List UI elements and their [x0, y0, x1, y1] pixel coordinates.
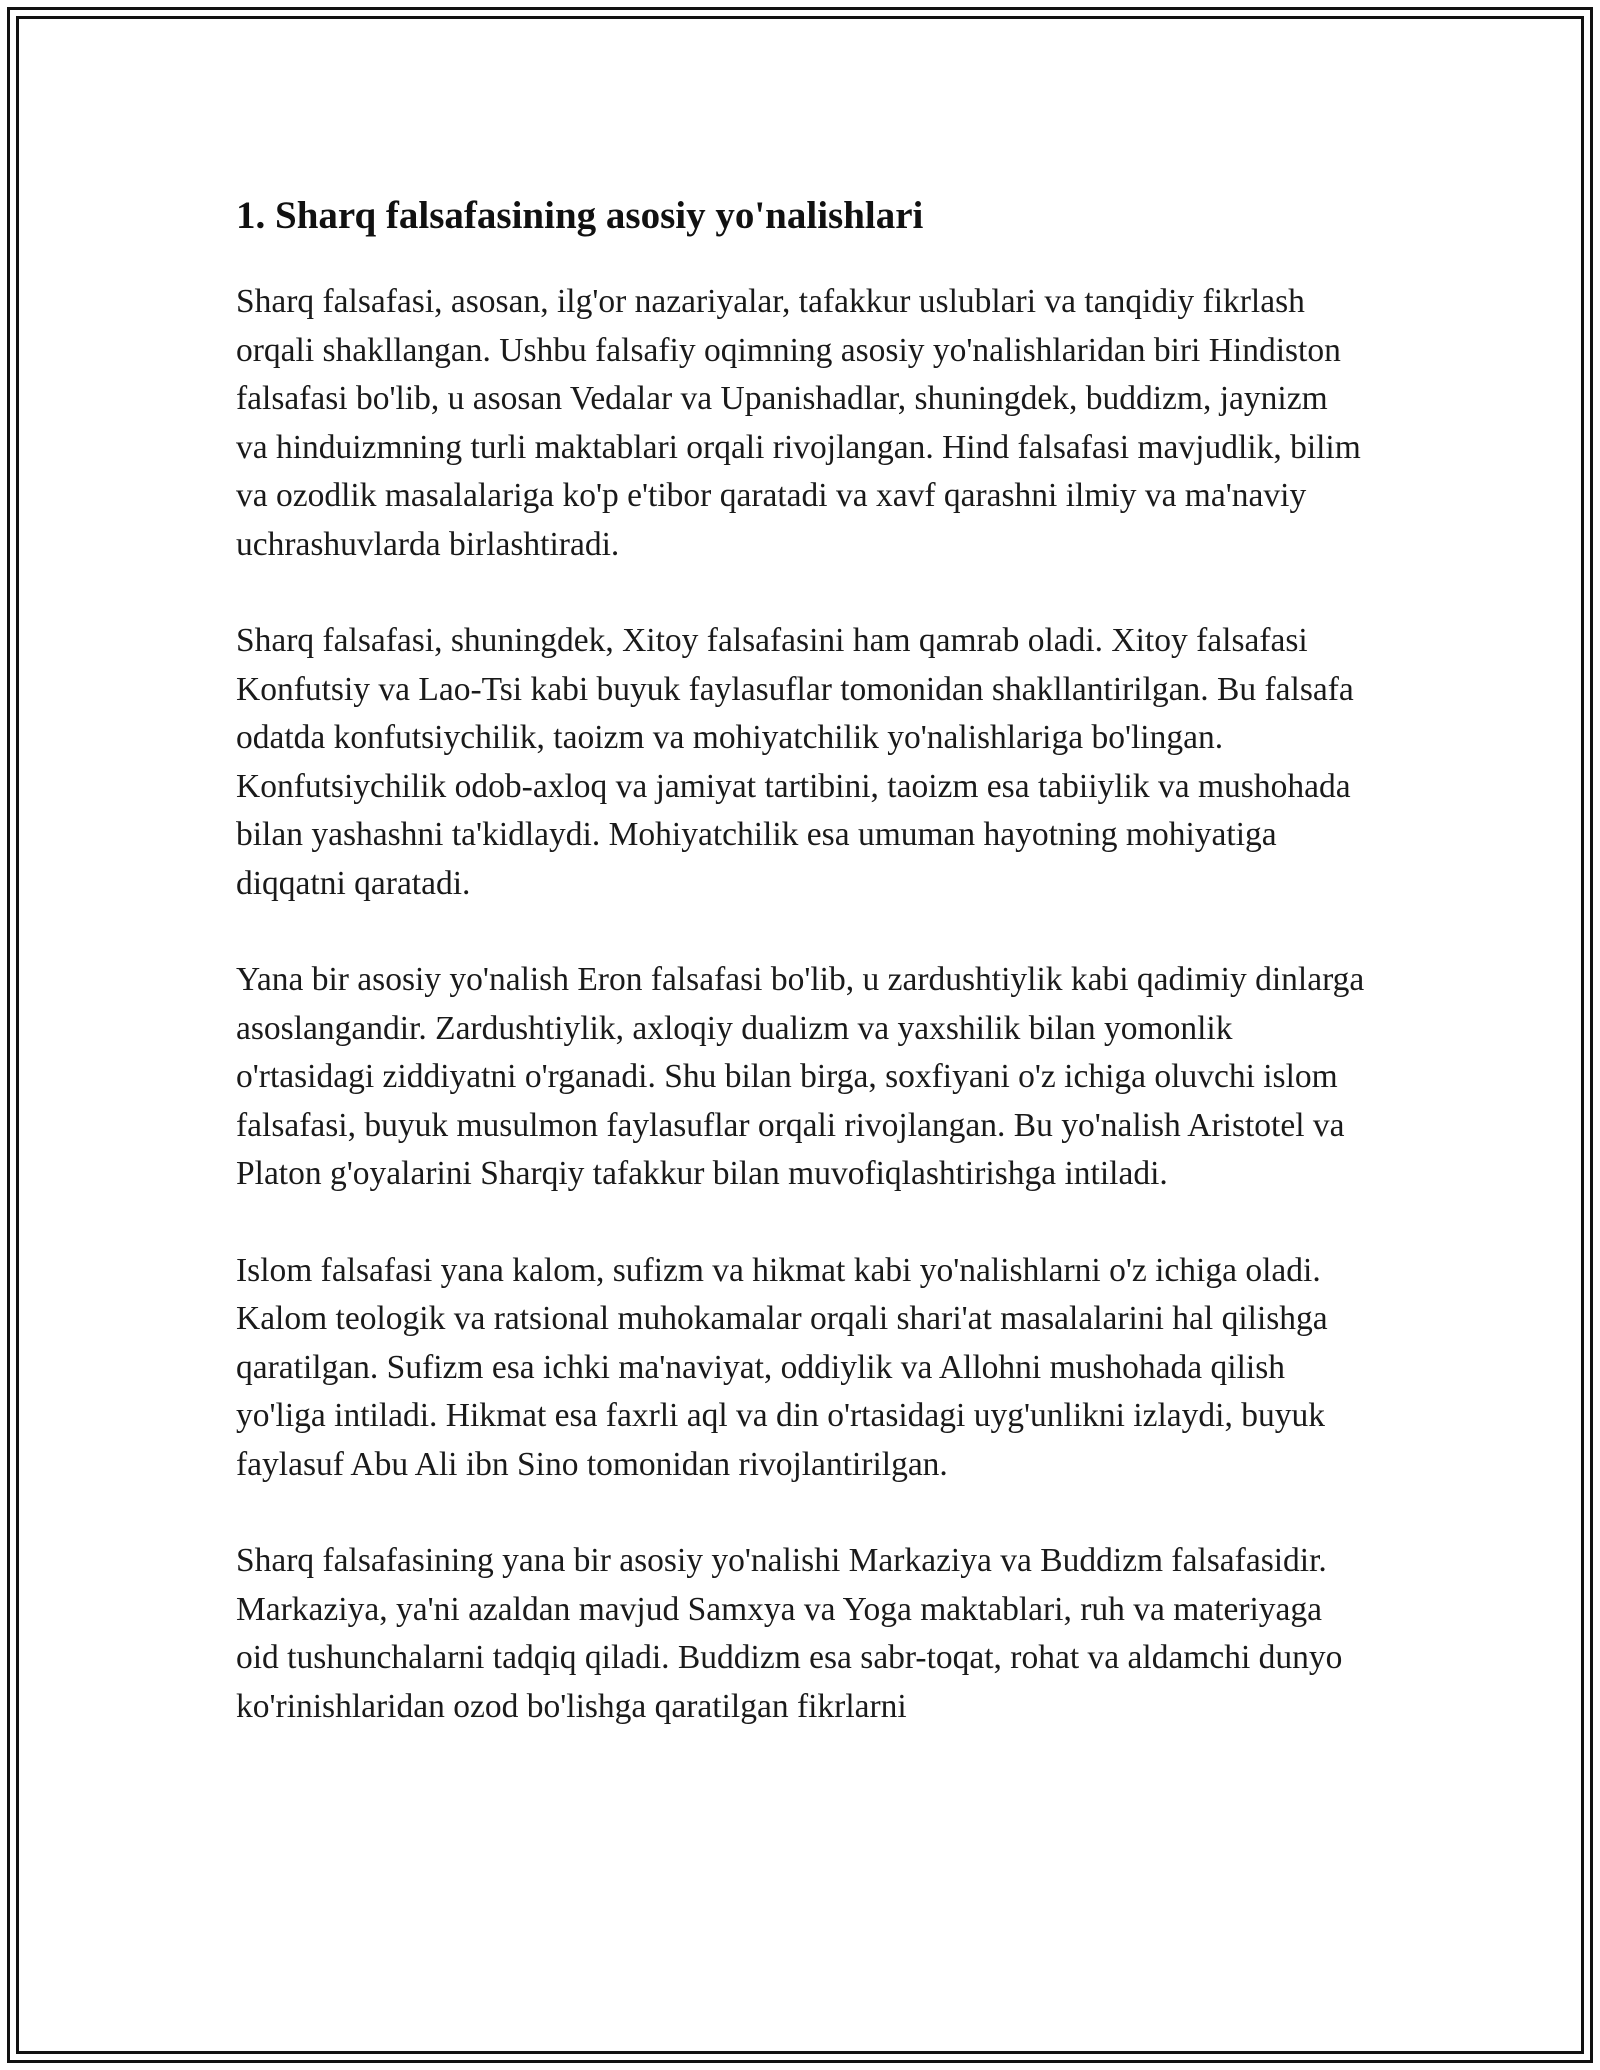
paragraph-islam-philosophy: Islom falsafasi yana kalom, sufizm va hikmat kabi yo'nalishlarni o'z ichiga oladi. Kalom teologik va ratsional muhokamalar orqali shari'at masalalarini hal qilishga qaratilgan. Sufizm esa ichki ma'naviyat, oddiylik va Allohni mushohada qilish yo'liga intiladi. Hikmat esa faxrli aql va din o'rtasidagi uyg'unlikni izlaydi, buyuk faylasuf Abu Ali ibn Sino tomonidan rivojlantirilgan.: [236, 1251, 1328, 1483]
paragraph-buddhism-philosophy: Sharq falsafasining yana bir asosiy yo'nalishi Markaziya va Buddizm falsafasidir. Markaziya, ya'ni azaldan mavjud Samxya va Yoga maktablari, ruh va materiyaga oid tushunchalarni tadqiq qiladi. Buddizm esa sabr-toqat, rohat va aldamchi dunyo ko'rinishlaridan ozod bo'lishga qaratilgan fikrlarni: [236, 1542, 1343, 1725]
section-title: 1. Sharq falsafasining asosiy yo'nalishlari: [236, 194, 924, 237]
paragraph-india-philosophy: Sharq falsafasi, asosan, ilg'or nazariyalar, tafakkur uslublari va tanqidiy fikrlash orqali shakllangan. Ushbu falsafiy oqimning asosiy yo'nalishlaridan biri Hindiston falsafasi bo'lib, u asosan Vedalar va Upanishadlar, shuningdek, buddizm, jaynizm va hinduizmning turli maktablari orqali rivojlangan. Hind falsafasi mavjudlik, bilim va ozodlik masalalariga ko'p e'tibor qaratadi va xavf qarashni ilmiy va ma'naviy uchrashuvlarda birlashtiradi.: [236, 283, 1361, 563]
paragraph-china-philosophy: Sharq falsafasi, shuningdek, Xitoy falsafasini ham qamrab oladi. Xitoy falsafasi Konfutsiy va Lao-Tsi kabi buyuk faylasuflar tomonidan shakllantirilgan. Bu falsafa odatda konfutsiychilik, taoizm va mohiyatchilik yo'nalishlariga bo'lingan. Konfutsiychilik odob-axloq va jamiyat tartibini, taoizm esa tabiiylik va mushohada bilan yashashni ta'kidlaydi. Mohiyatchilik esa umuman hayotning mohiyatiga diqqatni qaratadi.: [236, 622, 1354, 902]
document-body: [236, 190, 1366, 1731]
paragraph-iran-philosophy: Yana bir asosiy yo'nalish Eron falsafasi bo'lib, u zardushtiylik kabi qadimiy dinlarga asoslangandir. Zardushtiylik, axloqiy dualizm va yaxshilik bilan yomonlik o'rtasidagi ziddiyatni o'rganadi. Shu bilan birga, soxfiyani o'z ichiga oluvchi islom falsafasi, buyuk musulmon faylasuflar orqali rivojlangan. Bu yo'nalish Aristotel va Platon g'oyalarini Sharqiy tafakkur bilan muvofiqlashtirishga intiladi.: [236, 961, 1365, 1192]
